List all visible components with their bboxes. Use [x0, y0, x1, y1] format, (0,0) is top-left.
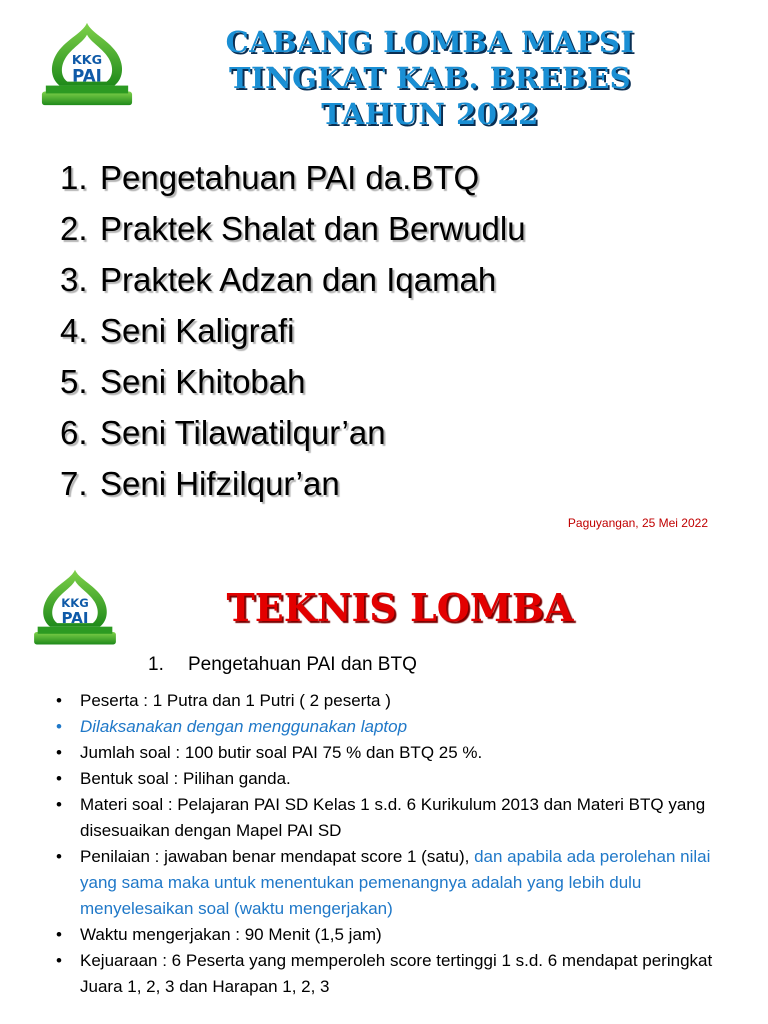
list-item-number: 7. [60, 465, 88, 502]
rule-item: • Kejuaraan : 6 Peserta yang memperoleh score tertinggi 1 s.d. 6 mendapat peringkat Juara 1, 2, 3 dan Harapan 1, 2, 3 [52, 948, 742, 1000]
kkg-pai-logo [38, 20, 136, 110]
section-title: Pengetahuan PAI dan BTQ [188, 654, 417, 675]
rule-item [52, 844, 742, 922]
list-item-number: 6. [60, 414, 88, 451]
list-item [60, 356, 526, 407]
slide1-title [150, 24, 710, 132]
rule-item: • Jumlah soal : 100 butir soal PAI 75 % dan BTQ 25 %. [52, 740, 742, 766]
rule-item: • Materi soal : Pelajaran PAI SD Kelas 1 s.d. 6 Kurikulum 2013 dan Materi BTQ yang disesuaikan dengan Mapel PAI SD [52, 792, 742, 844]
title-line-1: CABANG LOMBA MAPSI [225, 25, 635, 59]
logo-text-kkg: KKG [71, 53, 103, 69]
rule-text-highlight: dan apabila ada perolehan nilai yang sama maka untuk menentukan pemenangnya adalah yang lebih dulu menyelesaikan soal (waktu mengerjakan) [80, 847, 711, 918]
title-line-2: TINGKAT KAB. BREBES [228, 61, 632, 95]
list-item-text: Praktek Shalat dan Berwudlu [100, 210, 526, 247]
list-item-text: Seni Khitobah [100, 363, 306, 400]
list-item-number: 2. [60, 210, 88, 247]
list-item [60, 407, 526, 458]
mosque-dome-icon [30, 568, 120, 648]
list-item [60, 203, 526, 254]
slide2-title: TEKNIS LOMBA [226, 585, 574, 630]
list-item-number: 1. [60, 159, 88, 196]
list-item-number: 4. [60, 312, 88, 349]
rule-item: • Bentuk soal : Pilihan ganda. [52, 766, 742, 792]
rule-item: • Dilaksanakan dengan menggunakan laptop [52, 714, 742, 740]
rules-list [52, 688, 742, 1000]
list-item-text: Praktek Adzan dan Iqamah [100, 261, 497, 298]
title-line-3: TAHUN 2022 [321, 97, 539, 131]
logo-text-pai: PAI [72, 66, 102, 86]
date-location: Paguyangan, 25 Mei 2022 [567, 516, 708, 530]
list-item-text: Seni Tilawatilqur’an [100, 414, 386, 451]
kkg-pai-logo-2 [30, 568, 120, 648]
section-heading [148, 652, 417, 678]
logo-text-kkg: KKG [61, 596, 89, 611]
list-item-text: Seni Kaligrafi [100, 312, 295, 349]
list-item-number: 3. [60, 261, 88, 298]
list-item-number: 5. [60, 363, 88, 400]
list-item [60, 254, 526, 305]
list-item-text: Seni Hifzilqur’an [100, 465, 340, 502]
list-item [60, 152, 526, 203]
rule-item: • Peserta : 1 Putra dan 1 Putri ( 2 peserta ) [52, 688, 742, 714]
rule-item: • Waktu mengerjakan : 90 Menit (1,5 jam) [52, 922, 742, 948]
mosque-dome-icon [38, 20, 136, 110]
list-item-text: Pengetahuan PAI da.BTQ [100, 159, 480, 196]
rule-text: Penilaian : jawaban benar mendapat score 1 (satu), [80, 847, 475, 866]
logo-text-pai: PAI [61, 609, 89, 628]
section-number: 1. [148, 654, 164, 675]
competition-list [60, 152, 526, 509]
list-item [60, 458, 526, 509]
list-item [60, 305, 526, 356]
